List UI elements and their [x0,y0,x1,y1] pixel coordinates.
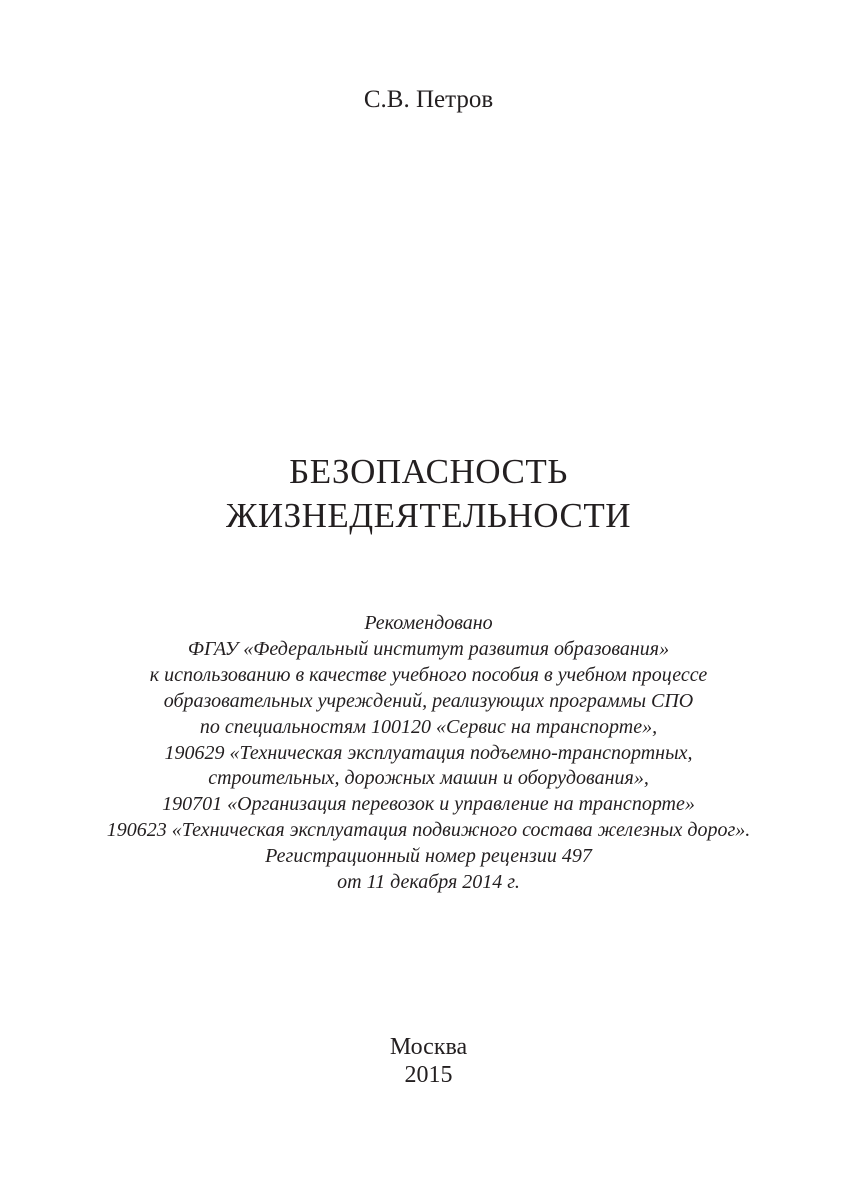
book-title-line-2: ЖИЗНЕДЕЯТЕЛЬНОСТИ [225,496,632,535]
imprint-city: Москва [389,1034,468,1060]
imprint-year: 2015 [404,1062,453,1088]
recommendation-line: 190629 «Техническая эксплуатация подъемно-транспортных, [164,741,693,764]
author-name: С.В. Петров [363,86,494,113]
imprint [0,1033,857,1089]
recommendation-block [0,611,857,896]
recommendation-line: строительных, дорожных машин и оборудования», [208,767,649,790]
recommendation-line: образовательных учреждений, реализующих программы СПО [163,689,694,712]
recommendation-line: от 11 декабря 2014 г. [337,871,520,894]
recommendation-line: Рекомендовано [364,612,493,634]
book-title-line-1: БЕЗОПАСНОСТЬ [289,452,568,491]
recommendation-line: по специальностям 100120 «Сервис на транспорте», [199,715,658,738]
recommendation-line: ФГАУ «Федеральный институт развития образования» [187,637,670,660]
book-title [0,450,857,538]
recommendation-line: 190701 «Организация перевозок и управление на транспорте» [162,793,695,816]
recommendation-line: к использованию в качестве учебного пособия в учебном процессе [149,663,708,686]
recommendation-line: 190623 «Техническая эксплуатация подвижного состава железных дорог». [106,819,751,842]
recommendation-line: Регистрационный номер рецензии 497 [265,845,592,868]
